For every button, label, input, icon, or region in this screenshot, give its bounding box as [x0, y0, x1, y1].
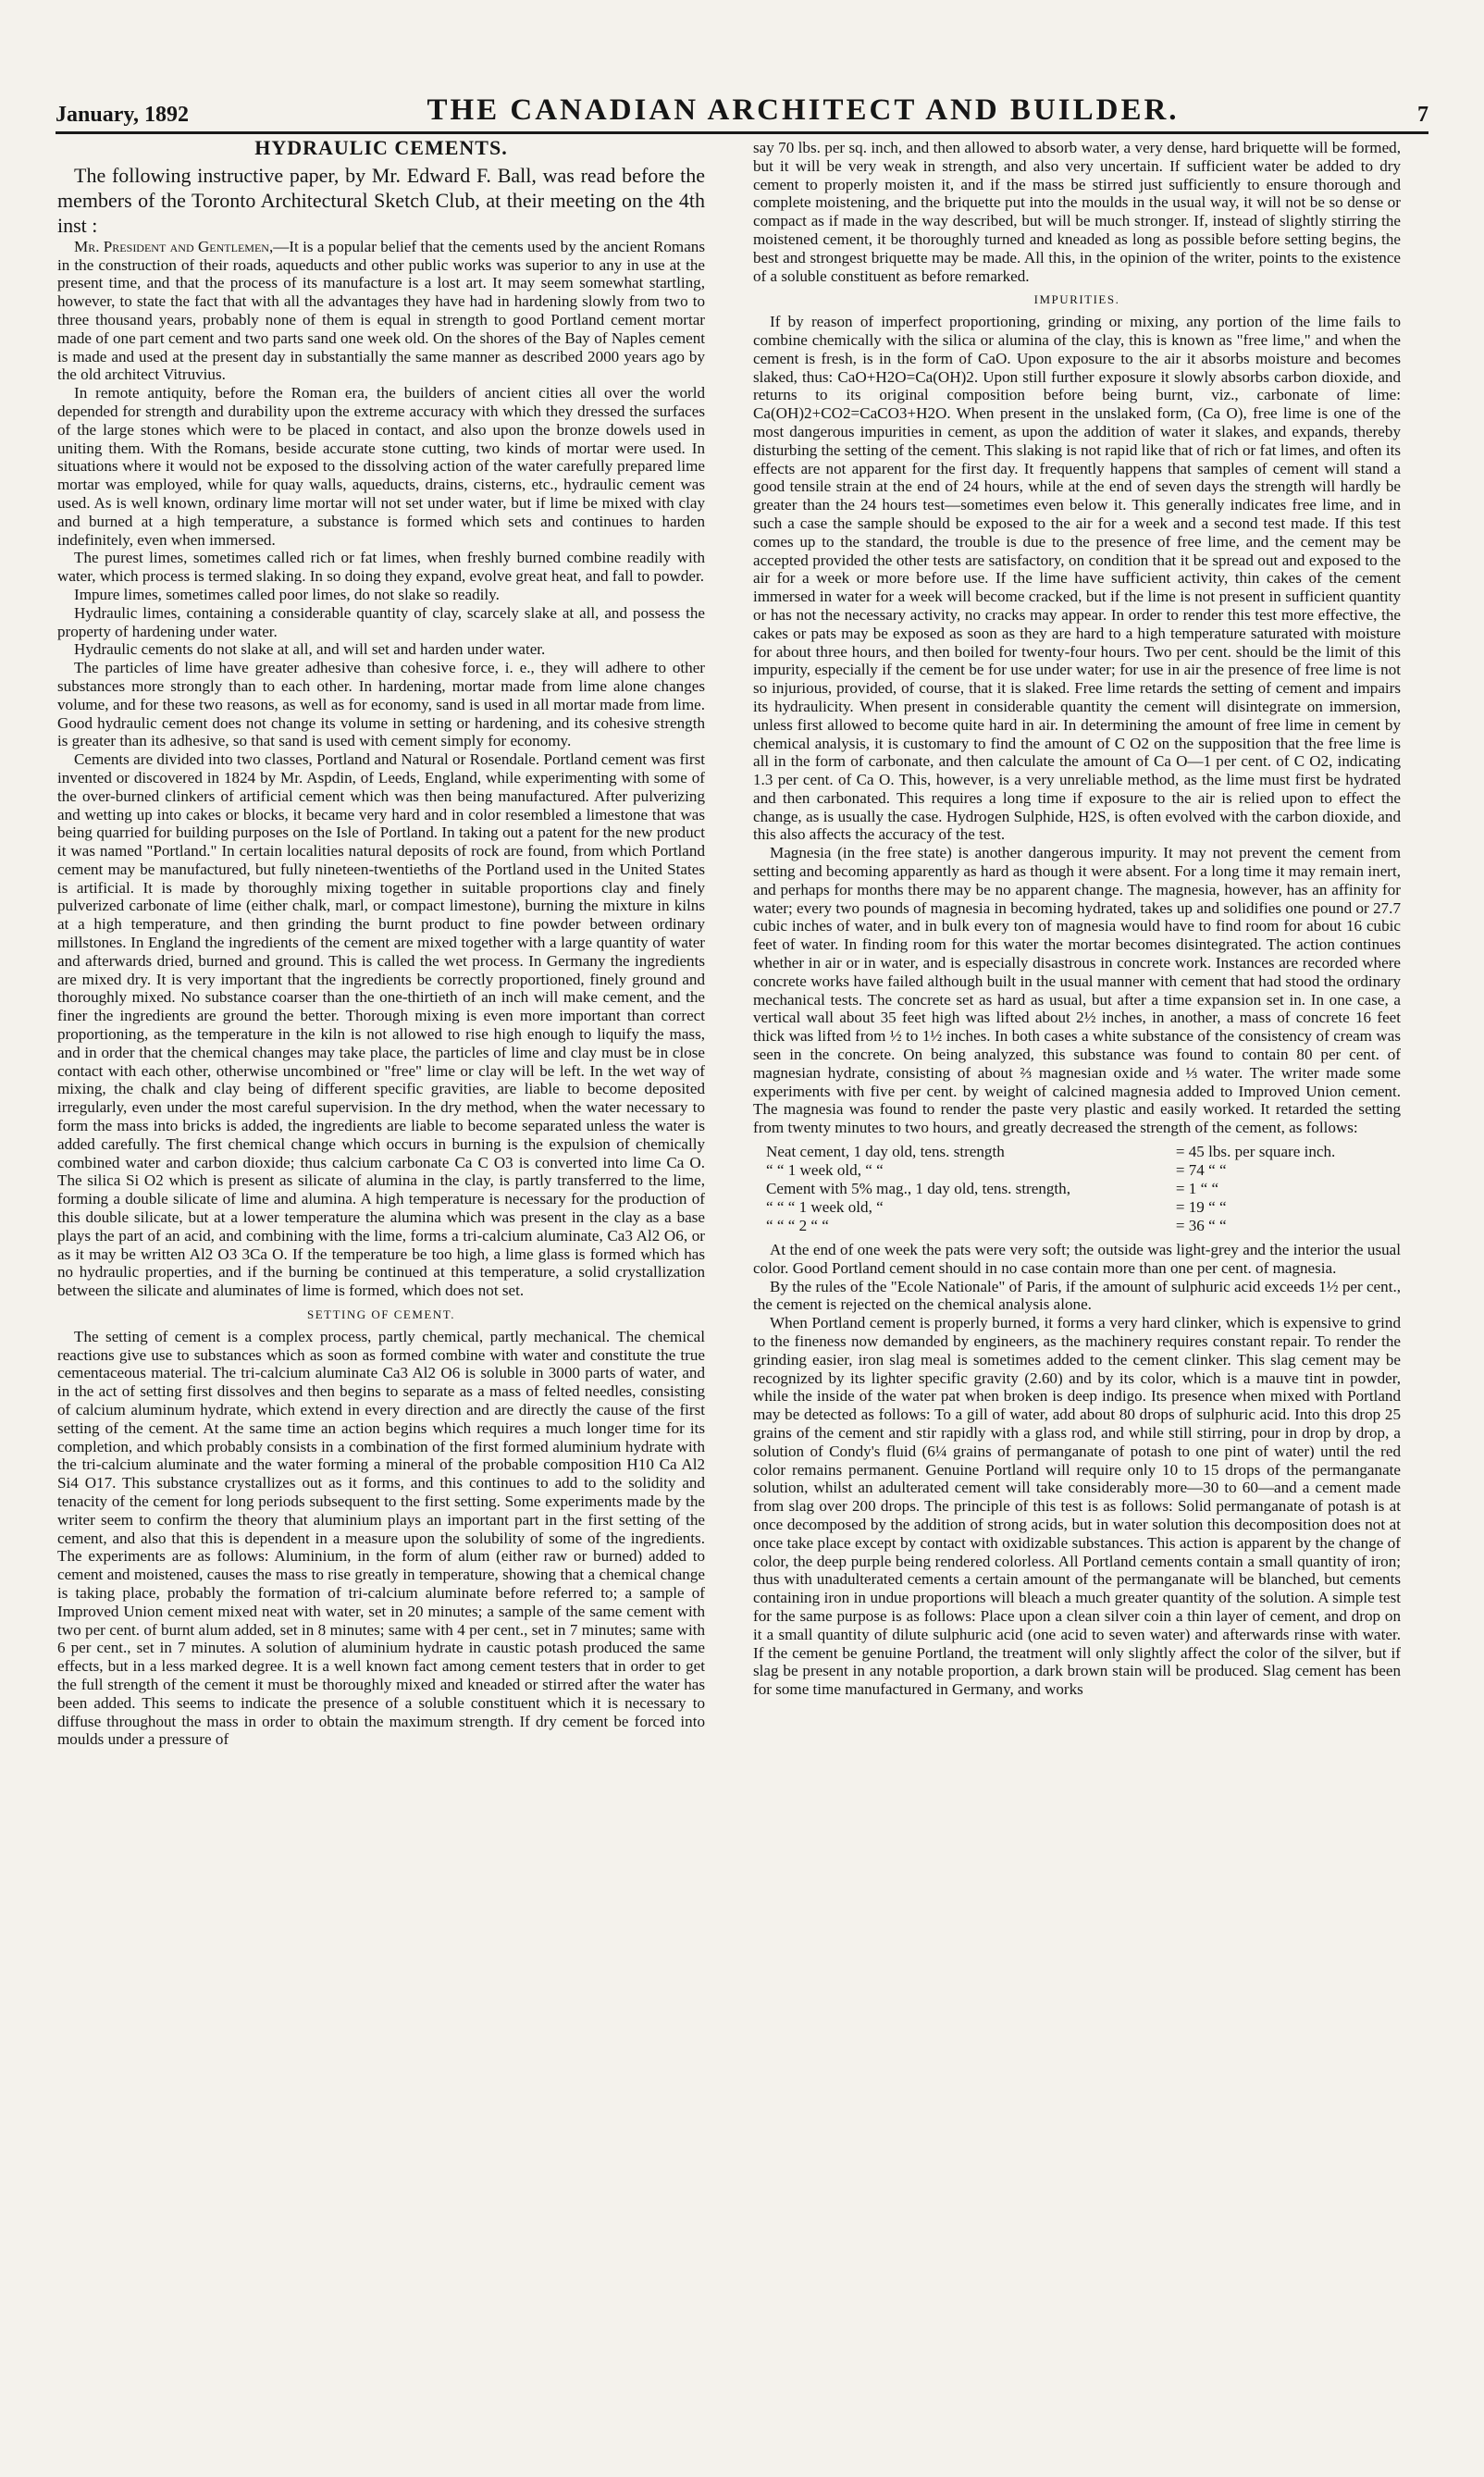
table-label: “ “ “ 2 “ “ — [766, 1217, 829, 1235]
left-column — [57, 139, 705, 2434]
paragraph: The purest limes, sometimes called rich or fat limes, when freshly burned combine readily with water, which process is termed slaking. In so doing they expand, evolve great heat, and fall to powder. — [57, 549, 705, 586]
section-heading-setting: SETTING OF CEMENT. — [306, 1307, 455, 1322]
paragraph: Hydraulic limes, containing a considerable quantity of clay, scarcely slake at all, and possess the property of hardening under water. — [57, 603, 705, 640]
paragraph-text: —It is a popular belief that the cements used by the ancient Romans in the construction of their roads, aqueducts and other public works was superior to any in use at the present time, and that the process of its manufacture is a lost art. It may seem somewhat startling, however, to state the fact that with all the advantages they have had in hardening slowly from two to three thousand years, probably none of them is equal in strength to good Portland cement mortar made of one part cement and two parts sand one week old. On the shores of the Bay of Naples cement is made and used at the present day in substantially the same manner as described 2000 years ago by the old architect Vitruvius. — [57, 237, 705, 384]
paragraph: In remote antiquity, before the Roman era, the builders of ancient cities all over the world depended for strength and durability upon the extreme accuracy with which they dressed the surfaces of the large stones which were to be placed in contact, and also upon the bronze dowels used in uniting them. With the Romans, beside accurate stone cutting, two kinds of mortar were used. In situations where it would not be exposed to the dissolving action of the water carefully prepared lime mortar was employed, while for quay walls, aqueducts, drains, cisterns, etc., hydraulic cement was used. As is well known, ordinary lime mortar will not set under water, but if lime be mixed with clay and burned at a high temperature, a substance is formed which sets and continues to harden indefinitely, even when immersed. — [57, 384, 705, 549]
paragraph: If by reason of imperfect proportioning, grinding or mixing, any portion of the lime fails to combine chemically with the silica or alumina of the clay, this is known as "free lime," and when the cement is fresh, is in the form of CaO. Upon exposure to the air it absorbs moisture and becomes slaked, thus: CaO+H2O=Ca(OH)2. Upon still further exposure it slowly absorbs carbon dioxide, and returns to its original composition before being burnt, viz., carbonate of lime: Ca(OH)2+CO2=CaCO3+H2O. When present in the unslaked form, (Ca O), free lime is one of the most dangerous impurities in cement, as upon the addition of water it slakes, and expands, thereby disturbing the setting of the cement. This slaking is not rapid like that of rich or fat limes, and often its effects are not apparent for the first day. It frequently happens that samples of cement will stand a good tensile strain at the end of 24 hours, while at the end of seven days the strength will hardly be greater than the 24 hours test—sometimes even below it. This generally indicates free lime, and in such a case the sample should be exposed to the air for a week and a second test made. If this test comes up to the standard, the trouble is due to the presence of free lime, and the cement may be accepted provided the other tests are satisfactory, on condition that it be spread out and exposed to the air for a week or more before use. If the lime have sufficient activity, thin cakes of the cement immersed in water for a week will become cracked, but if the lime is not present in sufficient quantity or has not the necessary activity, no cracks may appear. In order to render this test more effective, the cakes or pats may be exposed as soon as they are hard to a high temperature saturated with moisture for about three hours, and then boiled for twenty-four hours. Two per cent. should be the limit of this impurity, especially if the cement be for use under water; for use in air the presence of free lime is not so injurious, provided, of course, that it is slaked. Free lime retards the setting of cement and impairs its hydraulicity. When present in considerable quantity the cement will disintegrate on immersion, unless first allowed to become quite hard in air. In determining the amount of free lime in cement by chemical analysis, it is customary to find the amount of C O2 on the supposition that the free lime is all in the form of carbonate, and then calculate the amount of Ca O—1 per cent. of C O2, indicating 1.3 per cent. of Ca O. This, however, is a very unreliable method, as the lime must first be hydrated and then carbonated. This requires a long time if exposure to the air is relied upon to effect the change, as is usually the case. Hydrogen Sulphide, H2S, is often evolved with the carbon dioxide, and this also affects the accuracy of the test. — [753, 313, 1401, 844]
table-row — [762, 1161, 1391, 1180]
paragraph: Magnesia (in the free state) is another dangerous impurity. It may not prevent the cement from setting and becoming apparently as hard as though it were absent. For a long time it may remain inert, and perhaps for months there may be no apparent change. The magnesia, however, has an affinity for water; every two pounds of magnesia in becoming hydrated, takes up and solidifies one pound or 27.7 cubic inches of water, and in bulk every ton of magnesia would have to find room for about 16 cubic feet of water. In finding room for this water the mortar becomes disintegrated. The action continues whether in air or in water, and is especially disastrous in concrete work. Instances are recorded where concrete works have failed although built in the usual manner with cement that had stood the ordinary mechanical tests. The concrete set as hard as usual, but after a time expansion set in. In one case, a vertical wall about 35 feet high was lifted about 2½ inches, in another, a mass of concrete 16 feet thick was lifted from ½ to 1½ inches. In both cases a white substance of the consistency of cream was seen in the concrete. On being analyzed, this substance was found to contain 80 per cent. of magnesian hydrate, consisting of about ⅔ magnesian oxide and ⅓ water. The writer made some experiments with five per cent. by weight of calcined magnesia added to Improved Union cement. The magnesia was found to render the paste very plastic and easily worked. It retarded the setting from twenty minutes to two hours, and greatly decreased the strength of the cement, as follows: — [753, 844, 1401, 1137]
table-row — [762, 1217, 1391, 1235]
table-value: = 19 “ “ — [1175, 1198, 1227, 1217]
paragraph: By the rules of the "Ecole Nationale" of Paris, if the amount of sulphuric acid exceeds 1½ per cent., the cement is rejected on the chemical analysis alone. — [753, 1277, 1401, 1314]
table-label: “ “ “ 1 week old, “ — [766, 1198, 884, 1217]
paragraph: Cements are divided into two classes, Portland and Natural or Rosendale. Portland cement was first invented or discovered in 1824 by Mr. Aspdin, of Leeds, England, while experimenting with some of the over-burned clinkers of artificial cement which was then being manufactured. After pulverizing and wetting up into cakes or blocks, it became very hard and in color resembled a limestone that was being quarried for building purposes on the Isle of Portland. In taking out a patent for the new product it was named "Portland." In certain localities natural deposits of rock are found, from which Portland cement may be manufactured, but fully nineteen-twentieths of the Portland used in the United States is artificial. It is made by thoroughly mixing together in suitable proportions clay and finely pulverized carbonate of lime (either chalk, marl, or compact limestone), burning the mixture in kilns at a high temperature, and then grinding the burnt product to fine powder between ordinary millstones. In England the ingredients of the cement are mixed together with a large quantity of water and afterwards dried, burned and ground. This is called the wet process. In Germany the ingredients are mixed dry. It is very important that the ingredients be correctly proportioned, finely ground and thoroughly mixed. No substance coarser than the one-thirtieth of an inch will make cement, and the finer the ingredients are ground the better. Thorough mixing is even more important than correct proportioning, as the temperature in the kiln is not allowed to rise high enough to liquify the mass, and in order that the chemical changes may take place, the particles of lime and clay must be in close contact with each other, otherwise uncombined or "free" lime or clay will be left. In the wet way of mixing, the chalk and clay being of different specific gravities, are liable to become deposited irregularly, even under the most careful supervision. In the dry method, when the water necessary to form the mass into bricks is added, the ingredients are liable to become separated unless the water is added carefully. The first chemical change which occurs in burning is the expulsion of chemically combined water and carbon dioxide; thus calcium carbonate Ca C O3 is converted into lime Ca O. The silica Si O2 which is present as silicate of alumina in the clay, is partly transferred to the lime, forming a double silicate of lime and alumina. A high temperature is necessary for the production of this double silicate, but at a lower temperature the alumina which was present in the clay as a base plays the part of an acid, and combining with the lime, forms a tri-calcium aluminate, Ca3 Al2 O6, or as it may be written Al2 O3 3Ca O. If the temperature be too high, a lime glass is formed which has no hydraulic properties, and if the burning be continued at this temperature, a solid crystallization between the silicate and aluminates of lime is formed, which does not set. — [57, 750, 705, 1300]
page-number: 7 — [1416, 103, 1428, 127]
journal-title: THE CANADIAN ARCHITECT AND BUILDER. — [427, 93, 1180, 127]
issue-date: January, 1892 — [56, 103, 190, 127]
paragraph: When Portland cement is properly burned, it forms a very hard clinker, which is expensive to grind to the fineness now demanded by engineers, as the machinery requires constant repair. To render the grinding easier, iron slag meal is sometimes added to the cement clinker. This slag cement may be recognized by its lighter specific gravity (2.60) and by its color, which is a mauve tint in powder, while the inside of the water pat when broken is deep indigo. Its presence when mixed with Portland may be detected as follows: To a gill of water, add about 80 drops of sulphuric acid. Into this drop 25 grains of the cement and stir rapidly with a glass rod, and while still stirring, pour in drop by drop, a solution of Condy's fluid (6¼ grains of permanganate of potash to one pint of water) until the red color remains permanent. Genuine Portland will require only 10 to 15 drops of the permanganate solution, whilst an adulterated cement will take considerably more—30 to 60—and a cement made from slag over 200 drops. The principle of this test is as follows: Solid permanganate of potash is at once decomposed by the addition of strong acids, but in water solution this decomposition does not at once take place except by contact with oxidizable substances. This action is apparent by the change of color, the deep purple being rendered colorless. All Portland cements contain a small quantity of iron; thus with unadulterated cements a certain amount of the permanganate will be blanched, but cements containing iron in undue proportions will bleach a much greater quantity of the solution. A simple test for the same purpose is as follows: Place upon a clean silver coin a thin layer of cement, and drop on it a small quantity of dilute sulphuric acid (one acid to seven water) and afterwards rinse with water. If the cement be genuine Portland, the treatment will only slightly affect the color of the silver, but if slag be present in any notable proportion, a dark brown stain will be produced. Slag cement has been for some time manufactured in Germany, and works — [753, 1314, 1401, 1699]
masthead — [56, 85, 1428, 134]
table-row — [762, 1198, 1391, 1217]
right-column — [753, 139, 1401, 2434]
table-label: Cement with 5% mag., 1 day old, tens. strength, — [766, 1180, 1071, 1198]
table-value: = 45 lbs. per square inch. — [1175, 1143, 1336, 1161]
paragraph: The particles of lime have greater adhesive than cohesive force, i. e., they will adhere to other substances more strongly than to each other. In hardening, mortar made from lime alone changes volume, and for these two reasons, as well as for economy, sand is used in all mortar made from lime. Good hydraulic cement does not change its volume in setting or hardening, and its cohesive strength is greater than its adhesive, so that sand is used with cement simply for economy. — [57, 659, 705, 750]
article-lead: The following instructive paper, by Mr. Edward F. Ball, was read before the members of the Toronto Architectural Sketch Club, at their meeting on the 4th inst : — [57, 163, 705, 237]
paragraph: Impure limes, sometimes called poor limes, do not slake so readily. — [74, 585, 500, 603]
table-label: “ “ 1 week old, “ “ — [766, 1161, 884, 1180]
opening-paragraph — [57, 238, 705, 384]
paragraph: The setting of cement is a complex process, partly chemical, partly mechanical. The chemical reactions give use to substances which as soon as formed combine with water and constitute the true cementaceous material. The tri-calcium aluminate Ca3 Al2 O6 is soluble in 3000 parts of water, and in the act of setting first dissolves and then begins to separate as a mass of felted needles, consisting of calcium aluminum hydrate, which extend in every direction and are directly the cause of the first setting of the cement. At the same time an action begins which requires a much longer time for its completion, and which probably consists in a combination of the first formed aluminium hydrate with the tri-calcium aluminate and the water forming a mineral of the probable composition H10 Ca Al2 Si4 O17. This substance crystallizes out as it forms, and this continues to add to the solidity and tenacity of the cement for long periods subsequent to the first setting. Some experiments made by the writer seem to confirm the theory that aluminium plays an important part in the first setting of the cement, and also that this is dependent in a measure upon the solubility of some of the ingredients. The experiments are as follows: Aluminium, in the form of alum (either raw or burned) added to cement and moistened, causes the mass to rise greatly in temperature, showing that a chemical change is taking place, probably the formation of tri-calcium aluminate before referred to; a sample of Improved Union cement mixed neat with water, set in 20 minutes; a sample of the same cement with two per cent. of burnt alum added, set in 8 minutes; same with 4 per cent., set in 7 minutes; same with 6 per cent., set in 7 minutes. A solution of aluminium hydrate in caustic potash produced the same effects, but in a less marked degree. It is a well known fact among cement testers that in order to get the full strength of the cement it must be thoroughly mixed and kneaded or stirred after the water has been added. This seems to indicate the presence of a soluble constituent which it is necessary to diffuse throughout the mass in order to obtain the maximum strength. If dry cement be forced into moulds under a pressure of — [57, 1327, 705, 1749]
table-value: = 74 “ “ — [1175, 1161, 1227, 1180]
table-row — [762, 1143, 1391, 1161]
paragraph: At the end of one week the pats were very soft; the outside was light-grey and the interior the usual color. Good Portland cement should in no case contain more than one per cent. of magnesia. — [753, 1241, 1401, 1277]
strength-table — [762, 1143, 1391, 1235]
table-label: Neat cement, 1 day old, tens. strength — [766, 1143, 1005, 1161]
paragraph: Hydraulic cements do not slake at all, and will set and harden under water. — [74, 640, 546, 659]
article-title: HYDRAULIC CEMENTS. — [254, 139, 508, 159]
section-heading-impurities: IMPURITIES. — [1033, 292, 1120, 307]
paragraph: say 70 lbs. per sq. inch, and then allowed to absorb water, a very dense, hard briquette will be formed, but it will be very weak in strength, and also very uncertain. If sufficient water be added to dry cement to properly moisten it, and if the mass be stirred just sufficiently to ensure thorough and complete moistening, and the briquette put into the moulds in the usual way, it will not be so dense or compact as if made in the way described, but will be much stronger. If, instead of slightly stirring the moistened cement, it be thoroughly turned and kneaded as long as possible before setting begins, the best and strongest briquette may be made. All this, in the opinion of the writer, points to the existence of a soluble constituent as before remarked. — [753, 139, 1401, 285]
salutation: Mr. President and Gentlemen, — [74, 237, 274, 255]
table-value: = 36 “ “ — [1175, 1217, 1227, 1235]
table-value: = 1 “ “ — [1175, 1180, 1219, 1198]
table-row — [762, 1180, 1391, 1198]
